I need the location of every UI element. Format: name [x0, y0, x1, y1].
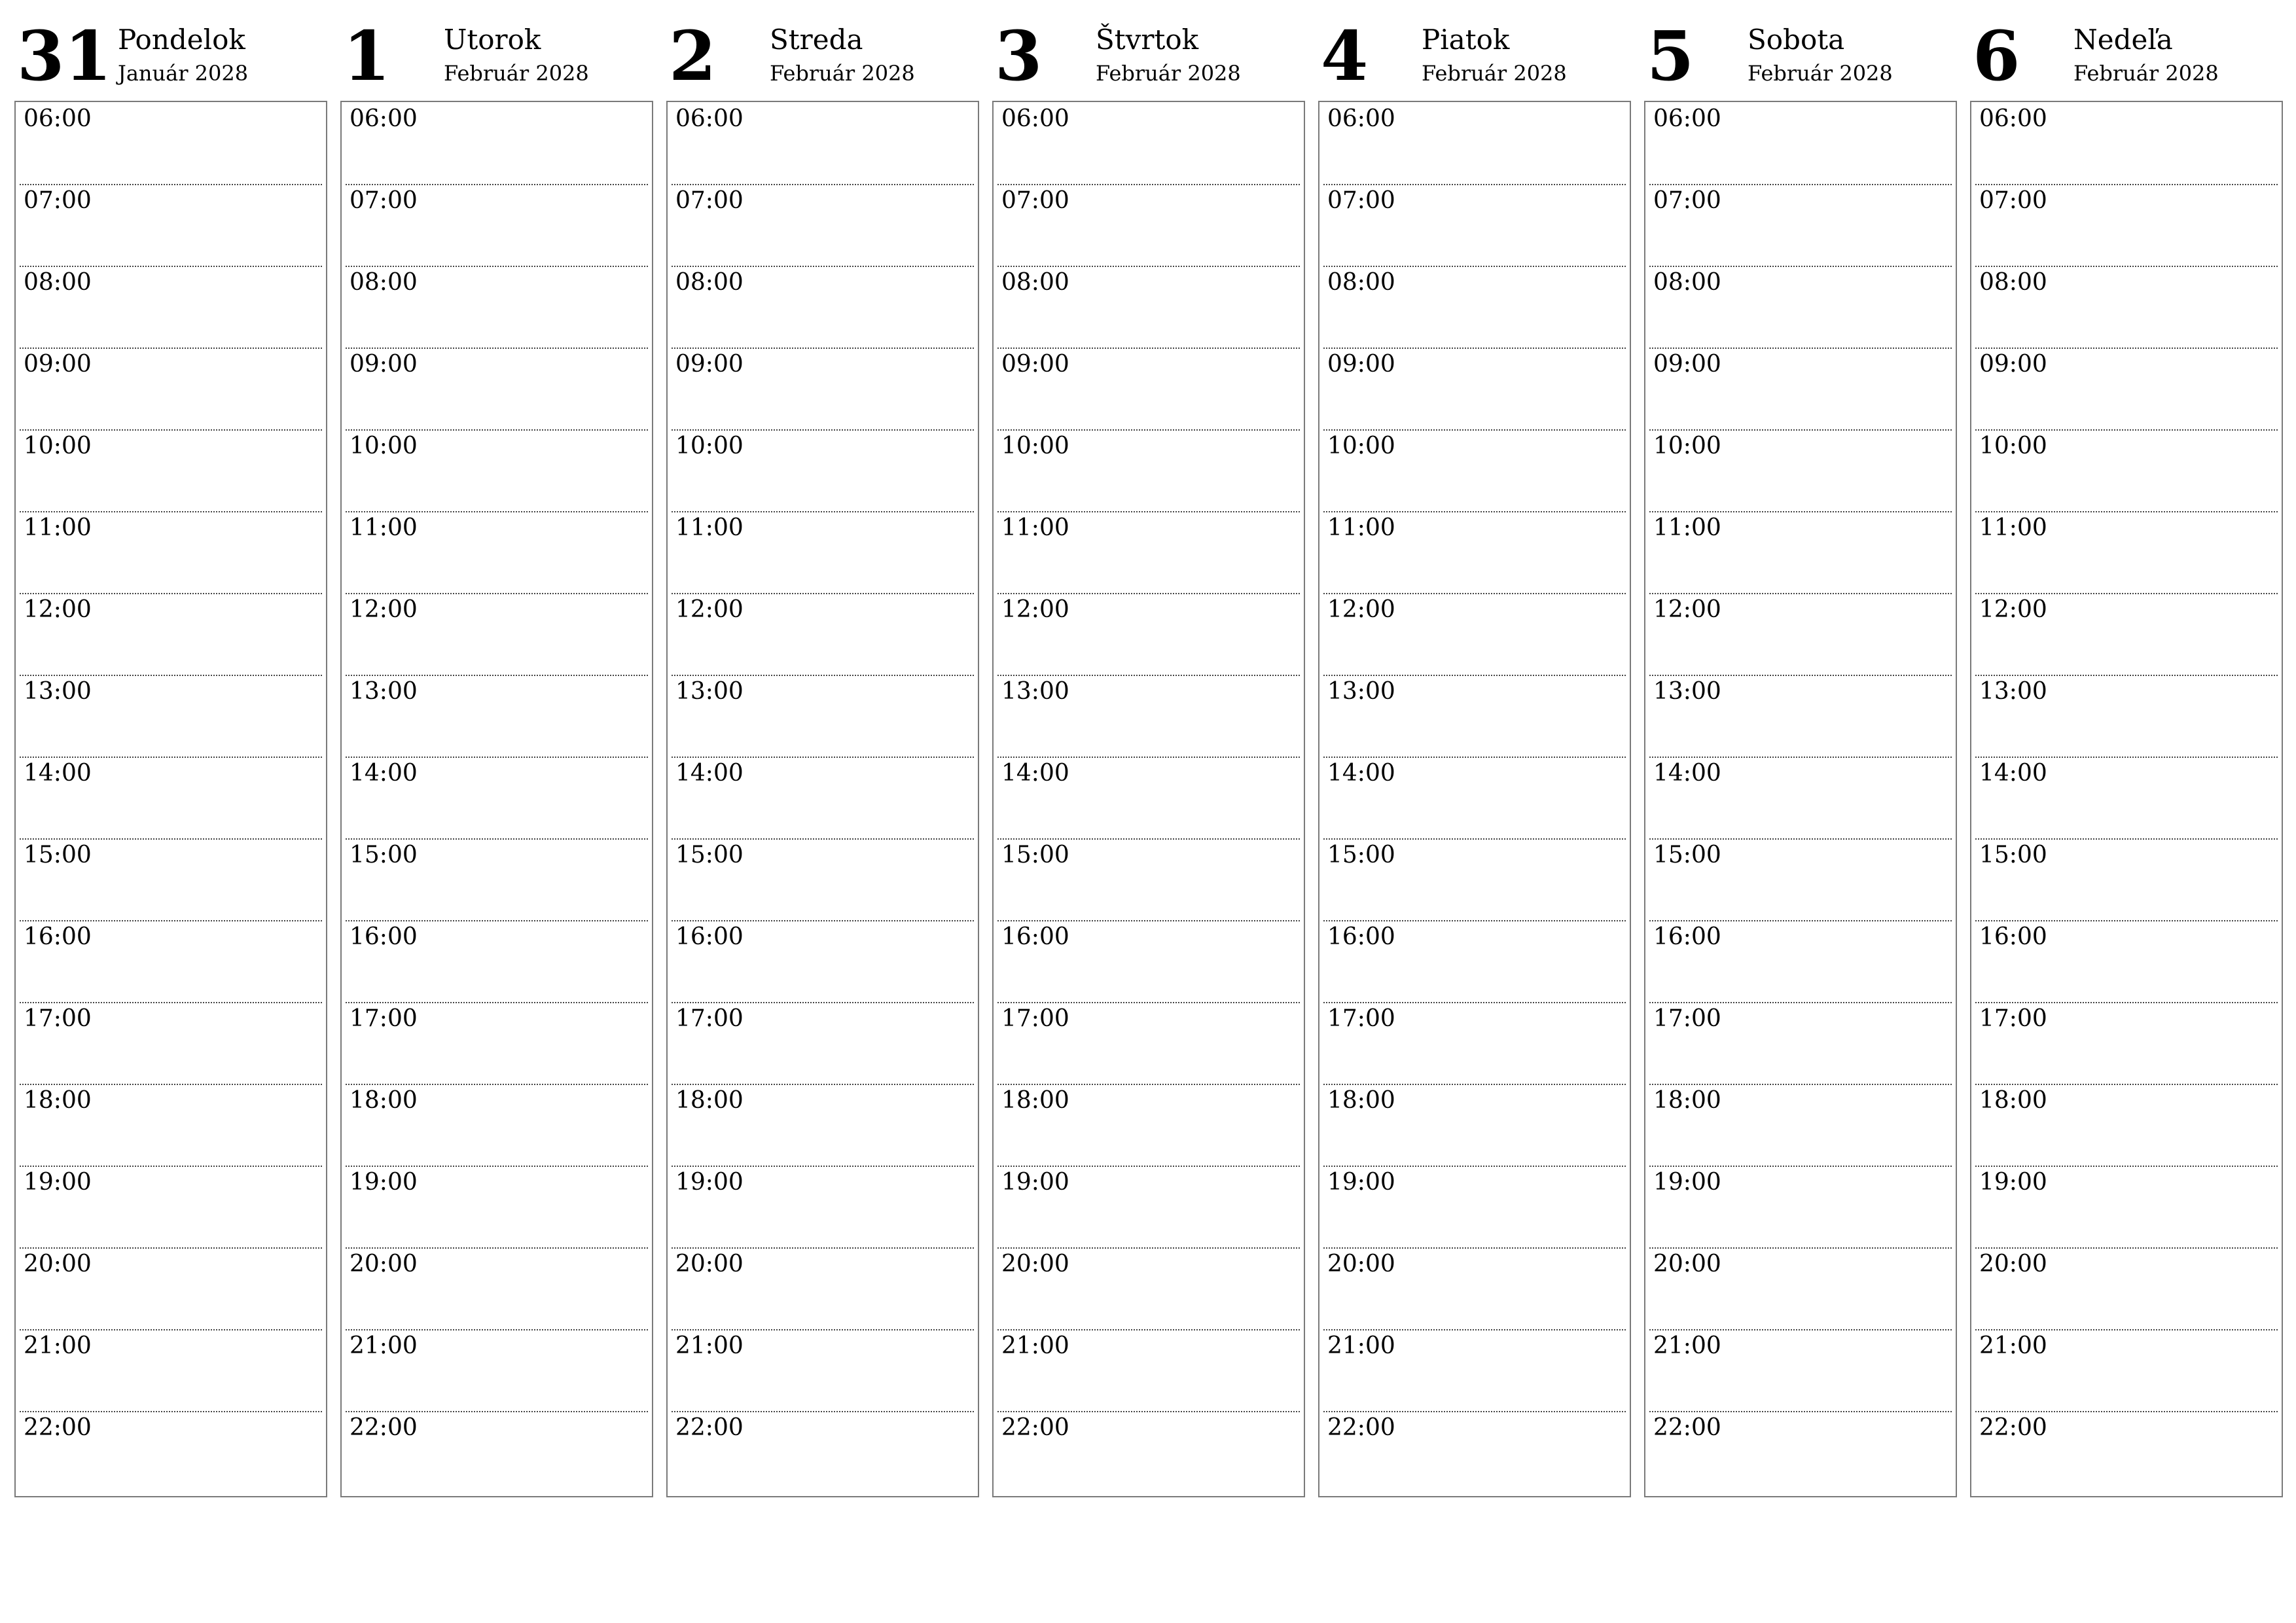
slot-time-label: 14:00 [1001, 760, 1069, 787]
month-year: Február 2028 [1096, 61, 1241, 86]
slot-time-label: 06:00 [1001, 105, 1069, 132]
slot-time-label: 19:00 [1979, 1169, 2047, 1196]
slot-time-label: 21:00 [1001, 1332, 1069, 1359]
slot-time-label: 11:00 [350, 514, 418, 541]
slot-time-label: 08:00 [350, 269, 418, 296]
day-box [14, 101, 327, 1497]
time-slot [1645, 511, 1956, 593]
slot-time-label: 11:00 [1327, 514, 1395, 541]
slot-time-label: 16:00 [1653, 923, 1721, 950]
day-column [340, 0, 653, 1505]
time-slot [342, 593, 652, 675]
time-slot [16, 511, 326, 593]
slot-time-label: 17:00 [675, 1005, 744, 1032]
slot-time-label: 10:00 [24, 433, 92, 459]
slot-time-label: 12:00 [1327, 596, 1395, 623]
slot-time-label: 20:00 [1327, 1251, 1395, 1277]
day-column [1318, 0, 1631, 1505]
slot-time-label: 16:00 [1327, 923, 1395, 950]
time-slot [668, 266, 978, 348]
day-column [1970, 0, 2283, 1505]
slot-time-label: 09:00 [24, 351, 92, 378]
time-slot [1645, 266, 1956, 348]
time-slot [1319, 184, 1630, 266]
time-slot [1971, 1247, 2282, 1329]
time-slot [16, 266, 326, 348]
time-slot [994, 838, 1304, 920]
time-slot [668, 838, 978, 920]
slot-time-label: 06:00 [1327, 105, 1395, 132]
time-slot [668, 348, 978, 429]
time-slot [1645, 1247, 1956, 1329]
slot-time-label: 06:00 [675, 105, 744, 132]
slot-time-label: 18:00 [1979, 1087, 2047, 1114]
time-slot [1645, 1002, 1956, 1084]
time-slot [342, 1084, 652, 1166]
day-box [1644, 101, 1957, 1497]
slot-time-label: 22:00 [1001, 1414, 1069, 1441]
day-number: 1 [343, 16, 391, 96]
slot-time-label: 11:00 [675, 514, 744, 541]
slot-time-label: 22:00 [675, 1414, 744, 1441]
time-slot [668, 1002, 978, 1084]
slot-time-label: 09:00 [1979, 351, 2047, 378]
time-slot [1319, 1002, 1630, 1084]
slot-time-label: 19:00 [1001, 1169, 1069, 1196]
day-column [14, 0, 327, 1505]
time-slot [342, 266, 652, 348]
time-slot [994, 102, 1304, 184]
day-header [1318, 0, 1631, 99]
slot-time-label: 19:00 [350, 1169, 418, 1196]
time-slot [1319, 266, 1630, 348]
day-number: 5 [1647, 16, 1695, 96]
day-number: 4 [1321, 16, 1369, 96]
time-slot [342, 1002, 652, 1084]
time-slot [16, 1084, 326, 1166]
slot-time-label: 22:00 [24, 1414, 92, 1441]
time-slot [668, 511, 978, 593]
day-name: Pondelok [118, 24, 245, 56]
time-slot [16, 429, 326, 511]
slot-time-label: 21:00 [1327, 1332, 1395, 1359]
time-slot [994, 1247, 1304, 1329]
time-slot [16, 757, 326, 838]
time-slot [668, 1166, 978, 1247]
time-slot [16, 838, 326, 920]
slot-time-label: 12:00 [1653, 596, 1721, 623]
slot-time-label: 20:00 [350, 1251, 418, 1277]
slot-time-label: 14:00 [350, 760, 418, 787]
slot-time-label: 15:00 [350, 842, 418, 868]
slot-time-label: 08:00 [1327, 269, 1395, 296]
slot-time-label: 17:00 [1327, 1005, 1395, 1032]
time-slot [1645, 1084, 1956, 1166]
time-slot [1645, 429, 1956, 511]
time-slot [1645, 348, 1956, 429]
time-slot [1645, 184, 1956, 266]
slot-time-label: 12:00 [1979, 596, 2047, 623]
time-slot [994, 1329, 1304, 1411]
slot-time-label: 14:00 [1327, 760, 1395, 787]
time-slot [342, 348, 652, 429]
day-header [14, 0, 327, 99]
slot-time-label: 08:00 [1979, 269, 2047, 296]
slot-time-label: 22:00 [350, 1414, 418, 1441]
slot-time-label: 16:00 [24, 923, 92, 950]
slot-time-label: 14:00 [1979, 760, 2047, 787]
slot-time-label: 13:00 [350, 678, 418, 705]
slot-time-label: 21:00 [1653, 1332, 1721, 1359]
time-slot [1971, 675, 2282, 757]
slot-time-label: 15:00 [1979, 842, 2047, 868]
slot-time-label: 12:00 [350, 596, 418, 623]
time-slot [1319, 1166, 1630, 1247]
slot-time-label: 06:00 [350, 105, 418, 132]
slot-time-label: 13:00 [24, 678, 92, 705]
slot-time-label: 08:00 [1653, 269, 1721, 296]
day-name: Piatok [1422, 24, 1510, 56]
time-slot [1971, 1002, 2282, 1084]
time-slot [16, 102, 326, 184]
time-slot [994, 348, 1304, 429]
time-slot [1319, 675, 1630, 757]
time-slot [1319, 1247, 1630, 1329]
day-name: Sobota [1748, 24, 1845, 56]
day-name: Utorok [444, 24, 541, 56]
month-year: Február 2028 [770, 61, 915, 86]
slot-time-label: 12:00 [675, 596, 744, 623]
slot-time-label: 20:00 [675, 1251, 744, 1277]
slot-time-label: 16:00 [1001, 923, 1069, 950]
day-name: Nedeľa [2073, 24, 2173, 56]
time-slot [1971, 429, 2282, 511]
time-slot [16, 184, 326, 266]
time-slot [16, 1329, 326, 1411]
time-slot [342, 920, 652, 1002]
slot-time-label: 10:00 [1653, 433, 1721, 459]
time-slot [1319, 102, 1630, 184]
slot-time-label: 11:00 [1979, 514, 2047, 541]
day-column [666, 0, 979, 1505]
slot-time-label: 06:00 [1653, 105, 1721, 132]
time-slot [994, 1411, 1304, 1493]
slot-time-label: 15:00 [675, 842, 744, 868]
slot-time-label: 09:00 [1001, 351, 1069, 378]
slot-time-label: 13:00 [675, 678, 744, 705]
time-slot [1971, 348, 2282, 429]
slot-time-label: 07:00 [350, 187, 418, 214]
time-slot [668, 1247, 978, 1329]
slot-time-label: 09:00 [350, 351, 418, 378]
slot-time-label: 18:00 [675, 1087, 744, 1114]
day-header [1970, 0, 2283, 99]
slot-time-label: 16:00 [350, 923, 418, 950]
day-box [666, 101, 979, 1497]
time-slot [16, 920, 326, 1002]
time-slot [1645, 102, 1956, 184]
time-slot [1971, 266, 2282, 348]
time-slot [1319, 511, 1630, 593]
time-slot [16, 593, 326, 675]
day-box [992, 101, 1305, 1497]
time-slot [1971, 838, 2282, 920]
time-slot [994, 593, 1304, 675]
time-slot [1971, 1084, 2282, 1166]
slot-time-label: 18:00 [1653, 1087, 1721, 1114]
time-slot [994, 675, 1304, 757]
time-slot [342, 838, 652, 920]
slot-time-label: 07:00 [1001, 187, 1069, 214]
time-slot [668, 593, 978, 675]
slot-time-label: 14:00 [1653, 760, 1721, 787]
time-slot [342, 1166, 652, 1247]
slot-time-label: 09:00 [1327, 351, 1395, 378]
time-slot [1319, 429, 1630, 511]
time-slot [994, 184, 1304, 266]
day-number: 2 [669, 16, 717, 96]
slot-time-label: 22:00 [1327, 1414, 1395, 1441]
time-slot [668, 1329, 978, 1411]
slot-time-label: 22:00 [1979, 1414, 2047, 1441]
time-slot [16, 1411, 326, 1493]
month-year: Február 2028 [1422, 61, 1567, 86]
slot-time-label: 17:00 [1653, 1005, 1721, 1032]
slot-time-label: 13:00 [1979, 678, 2047, 705]
day-box [340, 101, 653, 1497]
time-slot [668, 1084, 978, 1166]
time-slot [994, 429, 1304, 511]
time-slot [1971, 184, 2282, 266]
slot-time-label: 16:00 [1979, 923, 2047, 950]
slot-time-label: 19:00 [1327, 1169, 1395, 1196]
slot-time-label: 18:00 [1001, 1087, 1069, 1114]
time-slot [342, 102, 652, 184]
time-slot [342, 757, 652, 838]
day-number: 3 [995, 16, 1043, 96]
time-slot [1319, 838, 1630, 920]
time-slot [342, 429, 652, 511]
slot-time-label: 10:00 [350, 433, 418, 459]
slot-time-label: 07:00 [1327, 187, 1395, 214]
time-slot [16, 1247, 326, 1329]
slot-time-label: 13:00 [1327, 678, 1395, 705]
month-year: Február 2028 [444, 61, 589, 86]
time-slot [994, 511, 1304, 593]
month-year: Február 2028 [2073, 61, 2219, 86]
day-column [992, 0, 1305, 1505]
slot-time-label: 07:00 [24, 187, 92, 214]
day-header [666, 0, 979, 99]
time-slot [1645, 675, 1956, 757]
month-year: Február 2028 [1748, 61, 1893, 86]
slot-time-label: 21:00 [675, 1332, 744, 1359]
slot-time-label: 13:00 [1001, 678, 1069, 705]
time-slot [342, 1411, 652, 1493]
day-header [1644, 0, 1957, 99]
time-slot [668, 1411, 978, 1493]
slot-time-label: 18:00 [24, 1087, 92, 1114]
time-slot [16, 1002, 326, 1084]
day-column [1644, 0, 1957, 1505]
time-slot [994, 757, 1304, 838]
day-box [1318, 101, 1631, 1497]
slot-time-label: 20:00 [1653, 1251, 1721, 1277]
slot-time-label: 14:00 [675, 760, 744, 787]
time-slot [1971, 102, 2282, 184]
time-slot [1319, 1084, 1630, 1166]
slot-time-label: 11:00 [1653, 514, 1721, 541]
time-slot [1645, 1329, 1956, 1411]
time-slot [1645, 920, 1956, 1002]
slot-time-label: 12:00 [24, 596, 92, 623]
day-number: 31 [17, 16, 112, 96]
slot-time-label: 20:00 [1979, 1251, 2047, 1277]
time-slot [342, 1329, 652, 1411]
time-slot [16, 675, 326, 757]
time-slot [1971, 757, 2282, 838]
time-slot [1645, 593, 1956, 675]
slot-time-label: 11:00 [1001, 514, 1069, 541]
slot-time-label: 17:00 [1979, 1005, 2047, 1032]
time-slot [668, 429, 978, 511]
slot-time-label: 07:00 [1979, 187, 2047, 214]
time-slot [668, 920, 978, 1002]
time-slot [1971, 1329, 2282, 1411]
time-slot [994, 266, 1304, 348]
slot-time-label: 07:00 [675, 187, 744, 214]
slot-time-label: 18:00 [350, 1087, 418, 1114]
slot-time-label: 06:00 [1979, 105, 2047, 132]
time-slot [668, 757, 978, 838]
time-slot [16, 1166, 326, 1247]
slot-time-label: 13:00 [1653, 678, 1721, 705]
time-slot [1645, 757, 1956, 838]
slot-time-label: 06:00 [24, 105, 92, 132]
slot-time-label: 10:00 [1327, 433, 1395, 459]
time-slot [994, 1166, 1304, 1247]
slot-time-label: 21:00 [24, 1332, 92, 1359]
slot-time-label: 16:00 [675, 923, 744, 950]
time-slot [342, 675, 652, 757]
time-slot [994, 1084, 1304, 1166]
time-slot [1319, 593, 1630, 675]
slot-time-label: 15:00 [1653, 842, 1721, 868]
time-slot [1971, 511, 2282, 593]
day-name: Streda [770, 24, 863, 56]
slot-time-label: 17:00 [350, 1005, 418, 1032]
slot-time-label: 20:00 [1001, 1251, 1069, 1277]
time-slot [668, 675, 978, 757]
slot-time-label: 09:00 [675, 351, 744, 378]
slot-time-label: 15:00 [24, 842, 92, 868]
time-slot [1971, 593, 2282, 675]
time-slot [668, 184, 978, 266]
slot-time-label: 10:00 [675, 433, 744, 459]
slot-time-label: 15:00 [1001, 842, 1069, 868]
slot-time-label: 10:00 [1979, 433, 2047, 459]
slot-time-label: 07:00 [1653, 187, 1721, 214]
time-slot [1645, 1166, 1956, 1247]
time-slot [668, 102, 978, 184]
time-slot [994, 1002, 1304, 1084]
month-year: Január 2028 [118, 61, 249, 86]
day-header [992, 0, 1305, 99]
slot-time-label: 20:00 [24, 1251, 92, 1277]
slot-time-label: 19:00 [24, 1169, 92, 1196]
time-slot [1319, 1411, 1630, 1493]
time-slot [1319, 757, 1630, 838]
slot-time-label: 11:00 [24, 514, 92, 541]
slot-time-label: 09:00 [1653, 351, 1721, 378]
time-slot [1645, 1411, 1956, 1493]
slot-time-label: 19:00 [1653, 1169, 1721, 1196]
time-slot [1319, 348, 1630, 429]
slot-time-label: 08:00 [1001, 269, 1069, 296]
slot-time-label: 08:00 [675, 269, 744, 296]
slot-time-label: 17:00 [24, 1005, 92, 1032]
time-slot [342, 511, 652, 593]
slot-time-label: 22:00 [1653, 1414, 1721, 1441]
time-slot [1645, 838, 1956, 920]
day-number: 6 [1973, 16, 2020, 96]
day-header [340, 0, 653, 99]
time-slot [994, 920, 1304, 1002]
slot-time-label: 10:00 [1001, 433, 1069, 459]
time-slot [1971, 1411, 2282, 1493]
slot-time-label: 08:00 [24, 269, 92, 296]
slot-time-label: 19:00 [675, 1169, 744, 1196]
day-box [1970, 101, 2283, 1497]
slot-time-label: 15:00 [1327, 842, 1395, 868]
slot-time-label: 21:00 [350, 1332, 418, 1359]
time-slot [1971, 1166, 2282, 1247]
slot-time-label: 14:00 [24, 760, 92, 787]
time-slot [1319, 1329, 1630, 1411]
time-slot [16, 348, 326, 429]
day-name: Štvrtok [1096, 24, 1199, 56]
slot-time-label: 21:00 [1979, 1332, 2047, 1359]
slot-time-label: 18:00 [1327, 1087, 1395, 1114]
slot-time-label: 17:00 [1001, 1005, 1069, 1032]
time-slot [1319, 920, 1630, 1002]
time-slot [1971, 920, 2282, 1002]
time-slot [342, 184, 652, 266]
time-slot [342, 1247, 652, 1329]
slot-time-label: 12:00 [1001, 596, 1069, 623]
